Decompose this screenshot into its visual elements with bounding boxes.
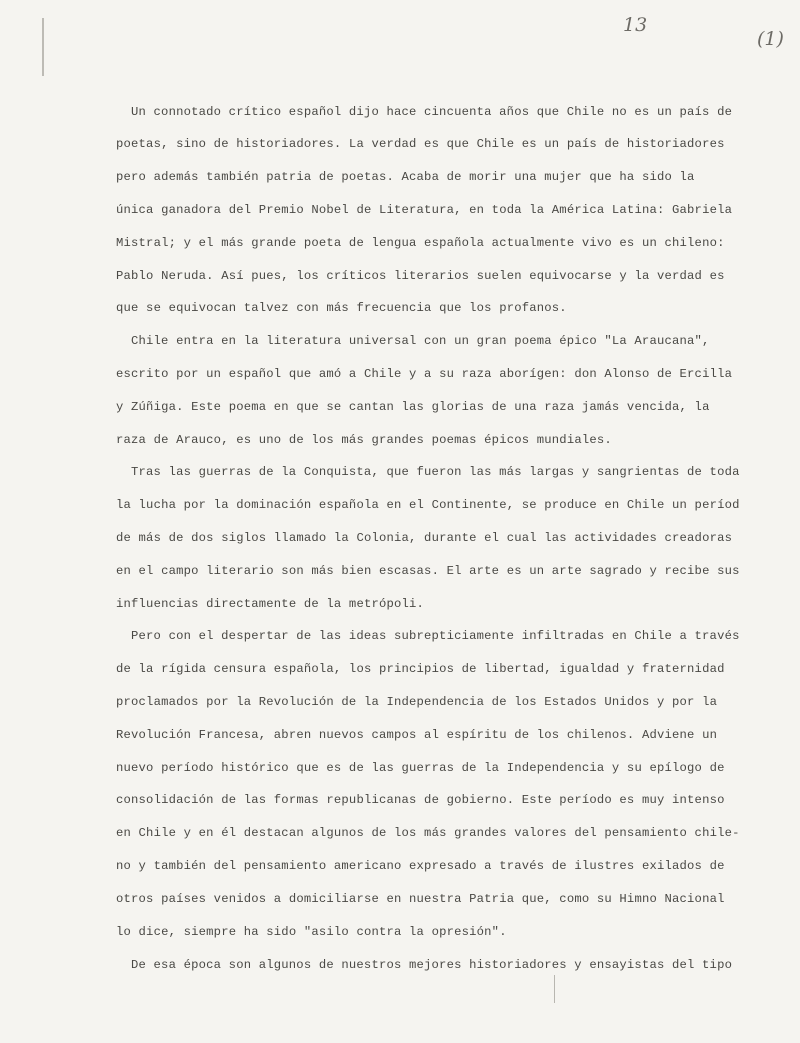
text-line-4: única ganadora del Premio Nobel de Literatura, en toda la América Latina: Gabriela: [116, 203, 733, 217]
text-line-22: consolidación de las formas republicanas de gobierno. Este período es muy intenso: [116, 793, 725, 807]
text-line-2: poetas, sino de historiadores. La verdad es que Chile es un país de historiadores: [116, 137, 725, 151]
text-line-5: Mistral; y el más grande poeta de lengua española actualmente vivo es un chileno:: [116, 236, 725, 250]
text-line-17: Pero con el despertar de las ideas subrepticiamente infiltradas en Chile a través: [131, 629, 740, 643]
text-line-19: proclamados por la Revolución de la Independencia de los Estados Unidos y por la: [116, 695, 718, 709]
text-line-15: en el campo literario son más bien escasas. El arte es un arte sagrado y recibe sus: [116, 564, 740, 578]
text-line-12: Tras las guerras de la Conquista, que fueron las más largas y sangrientas de toda: [131, 465, 740, 479]
handwritten-sheet-number: (1): [757, 28, 784, 50]
text-line-3: pero además también patria de poetas. Acaba de morir una mujer que ha sido la: [116, 170, 695, 184]
margin-mark: [42, 18, 44, 76]
text-line-8: Chile entra en la literatura universal con un gran poema épico "La Araucana",: [131, 334, 710, 348]
text-line-20: Revolución Francesa, abren nuevos campos al espíritu de los chilenos. Adviene un: [116, 728, 718, 742]
text-line-1: Un connotado crítico español dijo hace cincuenta años que Chile no es un país de: [131, 105, 733, 119]
text-line-25: otros países venidos a domiciliarse en nuestra Patria que, como su Himno Nacional: [116, 892, 725, 906]
handwritten-page-number: 13: [623, 14, 648, 36]
text-line-26: lo dice, siempre ha sido "asilo contra la opresión".: [116, 925, 507, 939]
text-line-6: Pablo Neruda. Así pues, los críticos literarios suelen equivocarse y la verdad es: [116, 269, 725, 283]
text-line-21: nuevo período histórico que es de las guerras de la Independencia y su epílogo de: [116, 761, 725, 775]
text-line-23: en Chile y en él destacan algunos de los más grandes valores del pensamiento chile-: [116, 826, 740, 840]
text-line-24: no y también del pensamiento americano expresado a través de ilustres exilados de: [116, 859, 725, 873]
text-line-10: y Zúñiga. Este poema en que se cantan las glorias de una raza jamás vencida, la: [116, 400, 710, 414]
text-line-7: que se equivocan talvez con más frecuencia que los profanos.: [116, 301, 567, 315]
text-line-16: influencias directamente de la metrópoli.: [116, 597, 425, 611]
text-line-27: De esa época son algunos de nuestros mejores historiadores y ensayistas del tipo: [131, 958, 733, 972]
text-line-11: raza de Arauco, es uno de los más grandes poemas épicos mundiales.: [116, 433, 612, 447]
bottom-margin-mark: [554, 975, 555, 1003]
text-line-18: de la rígida censura española, los principios de libertad, igualdad y fraternidad: [116, 662, 725, 676]
text-line-13: la lucha por la dominación española en el Continente, se produce en Chile un períod: [116, 498, 740, 512]
text-line-9: escrito por un español que amó a Chile y a su raza aborígen: don Alonso de Ercilla: [116, 367, 733, 381]
text-line-14: de más de dos siglos llamado la Colonia, durante el cual las actividades creadoras: [116, 531, 733, 545]
